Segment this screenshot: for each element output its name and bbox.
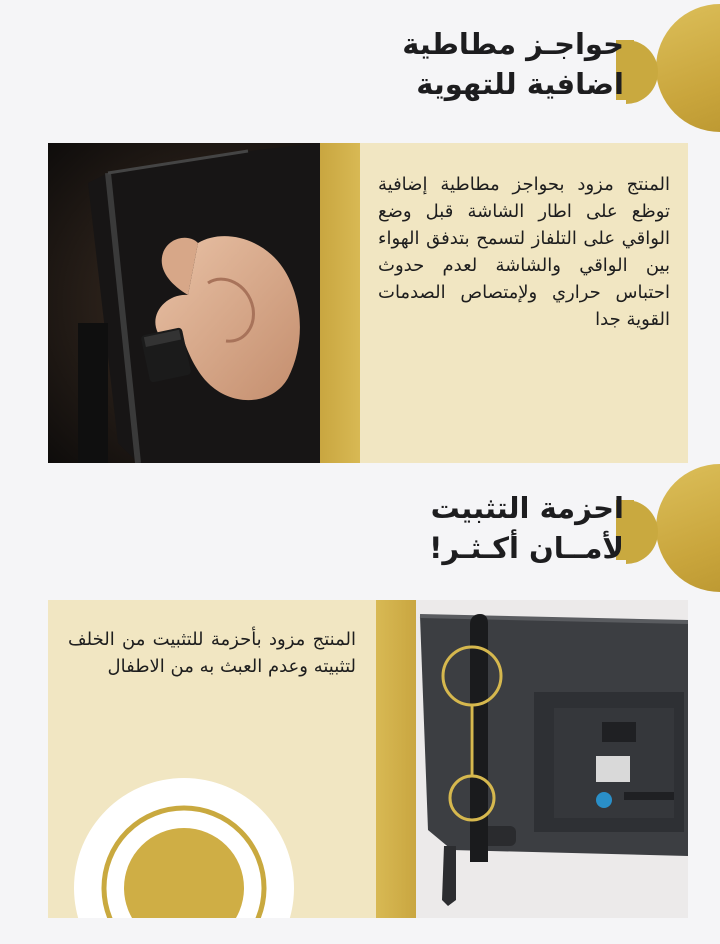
decorative-ring-circles [48,748,376,918]
description-box [48,600,376,918]
photo-tv-back-with-straps [416,600,688,918]
description-text: المنتج مزود بحواجز مطاطية إضافية توظع على اطار الشاشة قبل وضع الواقي على التلفاز لتسمح بتدفق الهواء بين الواقي والشاشة لعدم حدوث احتباس حراري ولإمتصاص الصدمات القوية جدا [378,174,670,330]
gold-divider-strip [320,143,360,463]
heading-line: لأمــان أكـثـر! [429,531,624,565]
heading-line: حواجـز مطاطية [402,27,624,61]
heading-mounting-straps [429,488,624,568]
description-box [360,143,688,463]
tv-edge-illustration [48,143,320,463]
heading-rubber-spacers [402,24,624,104]
gold-divider-strip [376,600,416,918]
description-text: المنتج مزود بأحزمة للتثبيت من الخلف لتثبيته وعدم العبث به من الاطفال [68,629,356,677]
photo-hand-placing-spacer [48,143,320,463]
heading-line: اضافية للتهوية [416,67,624,101]
heading-line: احزمة التثبيت [430,491,624,525]
decorative-gold-circle-middle [656,464,720,592]
tv-back-illustration [416,600,688,918]
feature-card-straps [48,600,688,918]
decorative-gold-circle-top [656,4,720,132]
feature-card-spacers [48,143,688,463]
